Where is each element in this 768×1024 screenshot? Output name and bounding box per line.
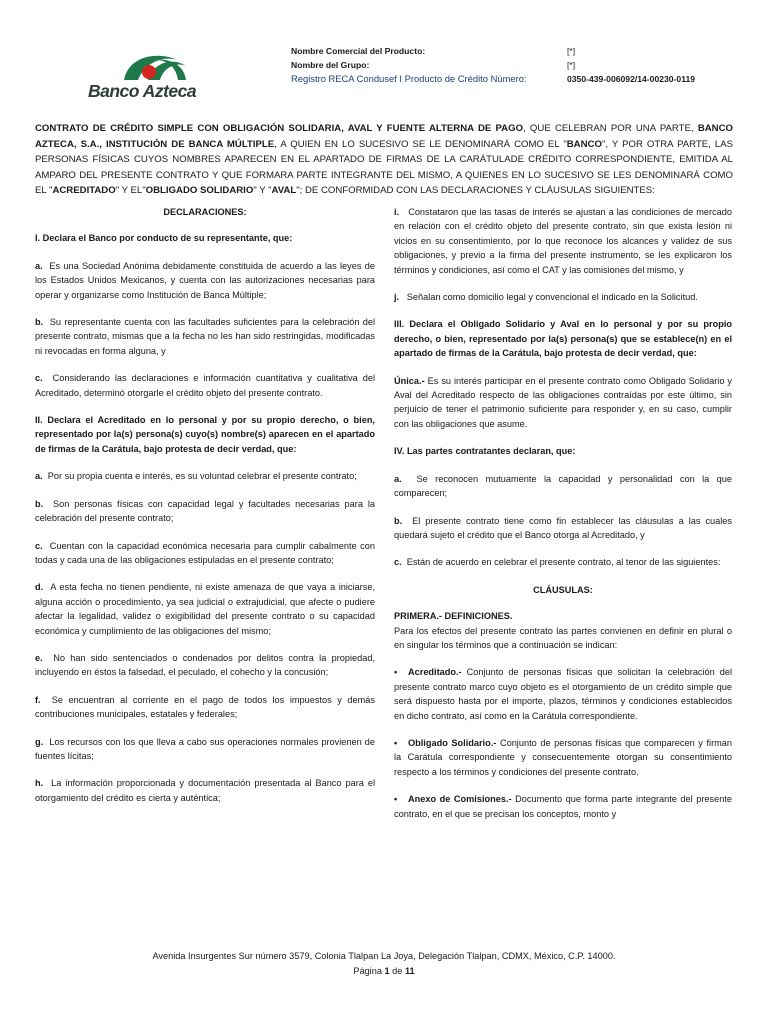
header-label: Nombre Comercial del Producto: bbox=[291, 46, 426, 56]
section-heading: III. Declara el Obligado Solidario y Aval en lo personal y por su propio derecho, o bien, representado por la(s) persona(s) que se establece(n) en el apartado de firmas de la Carátula, bajo protesta de decir verdad, que: bbox=[394, 319, 732, 359]
clause-text: Es una Sociedad Anónima debidamente constituida de acuerdo a las leyes de los Estados Unidos Mexicanos, y cuenta con las autorizaciones necesarias para operar y organizarse como Institución de Banca Múltiple; bbox=[35, 260, 375, 300]
clause-paragraph bbox=[394, 555, 732, 569]
clause-letter: Única.- bbox=[394, 375, 425, 386]
intro-term: ACREDITADO bbox=[52, 185, 116, 196]
clause-text: Se reconocen mutuamente la capacidad y personalidad con la que comparecen; bbox=[394, 473, 732, 499]
footer-address: Avenida Insurgentes Sur número 3579, Colonia Tlalpan La Joya, Delegación Tlalpan, CDMX, México, C.P. 14000. bbox=[152, 951, 616, 961]
header-label: Nombre del Grupo: bbox=[291, 60, 370, 70]
header-label: Registro RECA Condusef I Producto de Crédito Número: bbox=[291, 73, 527, 84]
clause-text: Es su interés participar en el presente contrato como Obligado Solidario y Aval del Acreditado respecto de las obligaciones contraídas por este último, sin perjuicio de tener el patrimonio suficiente para responder y, en su caso, cumplir con las obligaciones que asume. bbox=[394, 375, 732, 429]
clause-paragraph bbox=[394, 514, 732, 543]
clause-letter: b. bbox=[394, 515, 403, 526]
clause-text: Constataron que las tasas de interés se ajustan a las condiciones de mercado en relación con el crédito objeto del presente contrato, sin que exista lesión ni vicios en su consentimiento, por lo que reconoce los alcances y validez de sus obligaciones, y previo a la firma del presente instrumento, se les explicaron los términos y condiciones, así como el CAT y las comisiones del mismo, y bbox=[394, 207, 732, 275]
clause-text: No han sido sentenciados o condenados por delitos contra la propiedad, incluyendo en éstos la falsedad, el peculado, el cohecho y la concusión; bbox=[35, 652, 375, 678]
clause-paragraph bbox=[35, 735, 375, 764]
clause-text: Los recursos con los que lleva a cabo sus operaciones normales provienen de fuentes lícitas; bbox=[35, 736, 375, 761]
clause-paragraph bbox=[35, 315, 375, 358]
header-value: [*] bbox=[567, 46, 576, 56]
definition-item bbox=[394, 792, 732, 821]
bullet-icon: • bbox=[394, 667, 398, 678]
clause-paragraph bbox=[35, 371, 375, 400]
definition-text: Conjunto de personas físicas que solicitan la celebración del presente contrato marco cuyo objeto es el otorgamiento de un crédito simple que será dispuesto hasta por el importe, plazos, términos y condiciones establecidos en dicho contrato, así como en la Carátula correspondiente. bbox=[394, 667, 732, 721]
clause-letter: f. bbox=[35, 694, 41, 705]
clause-letter: a. bbox=[35, 260, 43, 271]
clause-letter: g. bbox=[35, 736, 44, 747]
clause-paragraph bbox=[35, 651, 375, 680]
definition-term: Anexo de Comisiones.- bbox=[408, 794, 512, 805]
clause-paragraph bbox=[35, 539, 375, 568]
section-heading: IV. Las partes contratantes declaran, que: bbox=[394, 446, 576, 457]
clause-text: El presente contrato tiene como fin establecer las cláusulas a las cuales quedará sujeto el crédito que el Banco otorga al Acreditado, y bbox=[394, 515, 732, 540]
clause-text: Cuentan con la capacidad económica necesaria para cumplir cabalmente con todas y cada una de las obligaciones estipuladas en el presente contrato; bbox=[35, 540, 375, 565]
clause-text: Se encuentran al corriente en el pago de todos los impuestos y demás contribuciones municipales, estatales y federales; bbox=[35, 694, 375, 720]
clause-paragraph bbox=[35, 776, 375, 805]
definition-text: Documento que forma parte integrante del presente contrato, en el que se precisan los conceptos, monto y bbox=[394, 794, 732, 819]
clause-paragraph bbox=[394, 472, 732, 501]
clause-text: Señalan como domicilio legal y convencional el indicado en la Solicitud. bbox=[406, 292, 698, 303]
clause-text: Están de acuerdo en celebrar el presente contrato, al tenor de las siguientes: bbox=[406, 557, 721, 568]
clause-paragraph bbox=[394, 290, 732, 304]
intro-text: , QUE CELEBRAN POR UNA PARTE, bbox=[523, 123, 698, 134]
clause-paragraph bbox=[394, 205, 732, 277]
clause-letter: c. bbox=[394, 557, 402, 568]
clause-letter: a. bbox=[394, 473, 402, 484]
page-current: 1 bbox=[384, 966, 390, 976]
clause-paragraph bbox=[35, 580, 375, 638]
intro-text: " Y EL" bbox=[115, 185, 146, 196]
intro-term: OBLIGADO SOLIDARIO bbox=[145, 185, 254, 196]
contract-intro bbox=[35, 121, 733, 199]
declarations-heading: DECLARACIONES: bbox=[163, 207, 247, 217]
clause-paragraph bbox=[35, 497, 375, 526]
left-column bbox=[35, 205, 375, 818]
clause-letter: c. bbox=[35, 373, 43, 384]
bullet-icon: • bbox=[394, 794, 398, 805]
intro-term: AVAL bbox=[271, 185, 297, 196]
clause-letter: j. bbox=[394, 292, 400, 303]
clause-text: A esta fecha no tienen pendiente, ni existe amenaza de que vaya a iniciarse, alguna acción o procedimiento, ya sea judicial o extrajudicial, que afecte o pudiere afectar la legalidad, validez o exigibilidad del presente contrato o su capacidad económica y cumplimiento de las obligaciones del mismo; bbox=[35, 582, 375, 636]
clause-letter: e. bbox=[35, 652, 43, 663]
clause-letter: d. bbox=[35, 582, 44, 593]
clause-text: Su representante cuenta con las facultades suficientes para la celebración del presente contrato, mismas que a la fecha no les han sido restringidas, modificadas ni revocadas en forma alguna, y bbox=[35, 317, 376, 356]
clause-letter: h. bbox=[35, 778, 44, 789]
clauses-heading: CLÁUSULAS: bbox=[533, 584, 593, 595]
page-total: 11 bbox=[404, 966, 415, 976]
clause-paragraph bbox=[35, 693, 375, 722]
page-prefix: Página bbox=[353, 966, 385, 976]
bank-logo bbox=[86, 52, 226, 102]
intro-text: "; DE CONFORMIDAD CON LAS DECLARACIONES Y CLÁUSULAS SIGUIENTES: bbox=[296, 185, 655, 196]
clause-paragraph bbox=[394, 374, 732, 432]
section-heading: II. Declara el Acreditado en lo personal y por su propio derecho, o bien, representado por la(s) persona(s) cuyo(s) nombre(s) aparecen en el apartado de firmas de la Carátula, bajo protesta de decir verdad, que: bbox=[35, 415, 375, 454]
first-clause-heading: PRIMERA.- DEFINICIONES. bbox=[394, 611, 513, 622]
section-heading: I. Declara el Banco por conducto de su representante, que: bbox=[35, 233, 293, 244]
bullet-icon: • bbox=[394, 737, 398, 748]
clause-paragraph bbox=[35, 469, 375, 483]
intro-bank-name: BANCO AZTECA, S.A., INSTITUCIÓN DE BANCA MÚLTIPLE bbox=[35, 123, 733, 150]
clause-paragraph bbox=[35, 259, 375, 302]
logo-brand-text: Banco Azteca bbox=[88, 81, 197, 101]
header-value: [*] bbox=[567, 60, 576, 70]
clause-text: Son personas físicas con capacidad legal y facultades necesarias para la celebración del presente contrato; bbox=[35, 498, 376, 524]
definition-term: Acreditado.- bbox=[408, 667, 462, 678]
definition-item bbox=[394, 736, 732, 779]
intro-text: ", Y POR OTRA PARTE, LAS PERSONAS FÍSICAS CUYOS NOMBRES APARECEN EN EL APARTADO DE FIRMAS DE LA CARÁTULADE CRÉDITO CORRESPONDIENTE, EMITIDA AL AMPARO DEL PRESENTE CONTRATO Y QUE FORMARA PARTE INTEGRANTE DEL MISMO, A QUIENES EN LO SUCESIVO SE LES DENOMINARÁ COMO EL " bbox=[35, 138, 733, 196]
intro-text: , A QUIEN EN LO SUCESIVO SE LE DENOMINARÁ COMO EL " bbox=[274, 138, 567, 150]
right-column bbox=[394, 205, 732, 834]
clause-paragraph: Para los efectos del presente contrato las partes convienen en definir en plural o en singular los términos que a continuación se indican: bbox=[394, 625, 732, 650]
clause-letter: a. bbox=[35, 471, 43, 482]
clause-text: Considerando las declaraciones e información cuantitativa y cualitativa del Acreditado, determinó otorgarle el crédito objeto del presente contrato. bbox=[35, 373, 375, 398]
page-number bbox=[0, 966, 768, 976]
logo-mark-icon bbox=[86, 52, 226, 82]
clause-letter: c. bbox=[35, 540, 43, 551]
clause-letter: b. bbox=[35, 317, 44, 328]
clause-text: La información proporcionada y documentación presentada al Banco para el otorgamiento del crédito es cierta y auténtica; bbox=[35, 778, 376, 803]
page-mid: de bbox=[389, 966, 405, 976]
clause-letter: i. bbox=[394, 207, 400, 217]
header-value: 0350-439-006092/14-00230-0119 bbox=[567, 74, 696, 84]
intro-contract-title: CONTRATO DE CRÉDITO SIMPLE CON OBLIGACIÓN SOLIDARIA, AVAL Y FUENTE ALTERNA DE PAGO bbox=[35, 123, 524, 134]
definition-item bbox=[394, 665, 732, 723]
intro-term: BANCO bbox=[566, 138, 602, 150]
intro-text: " Y " bbox=[253, 185, 272, 196]
definition-term: Obligado Solidario.- bbox=[408, 737, 497, 748]
clause-text: Por su propia cuenta e interés, es su voluntad celebrar el presente contrato; bbox=[47, 471, 357, 482]
definition-text: Conjunto de personas físicas que comparecen y firman la Carátula correspondiente y consecuentemente otorgan su consentimiento respecto a los términos y condiciones del presente contrato. bbox=[394, 737, 732, 777]
clause-letter: b. bbox=[35, 498, 44, 509]
